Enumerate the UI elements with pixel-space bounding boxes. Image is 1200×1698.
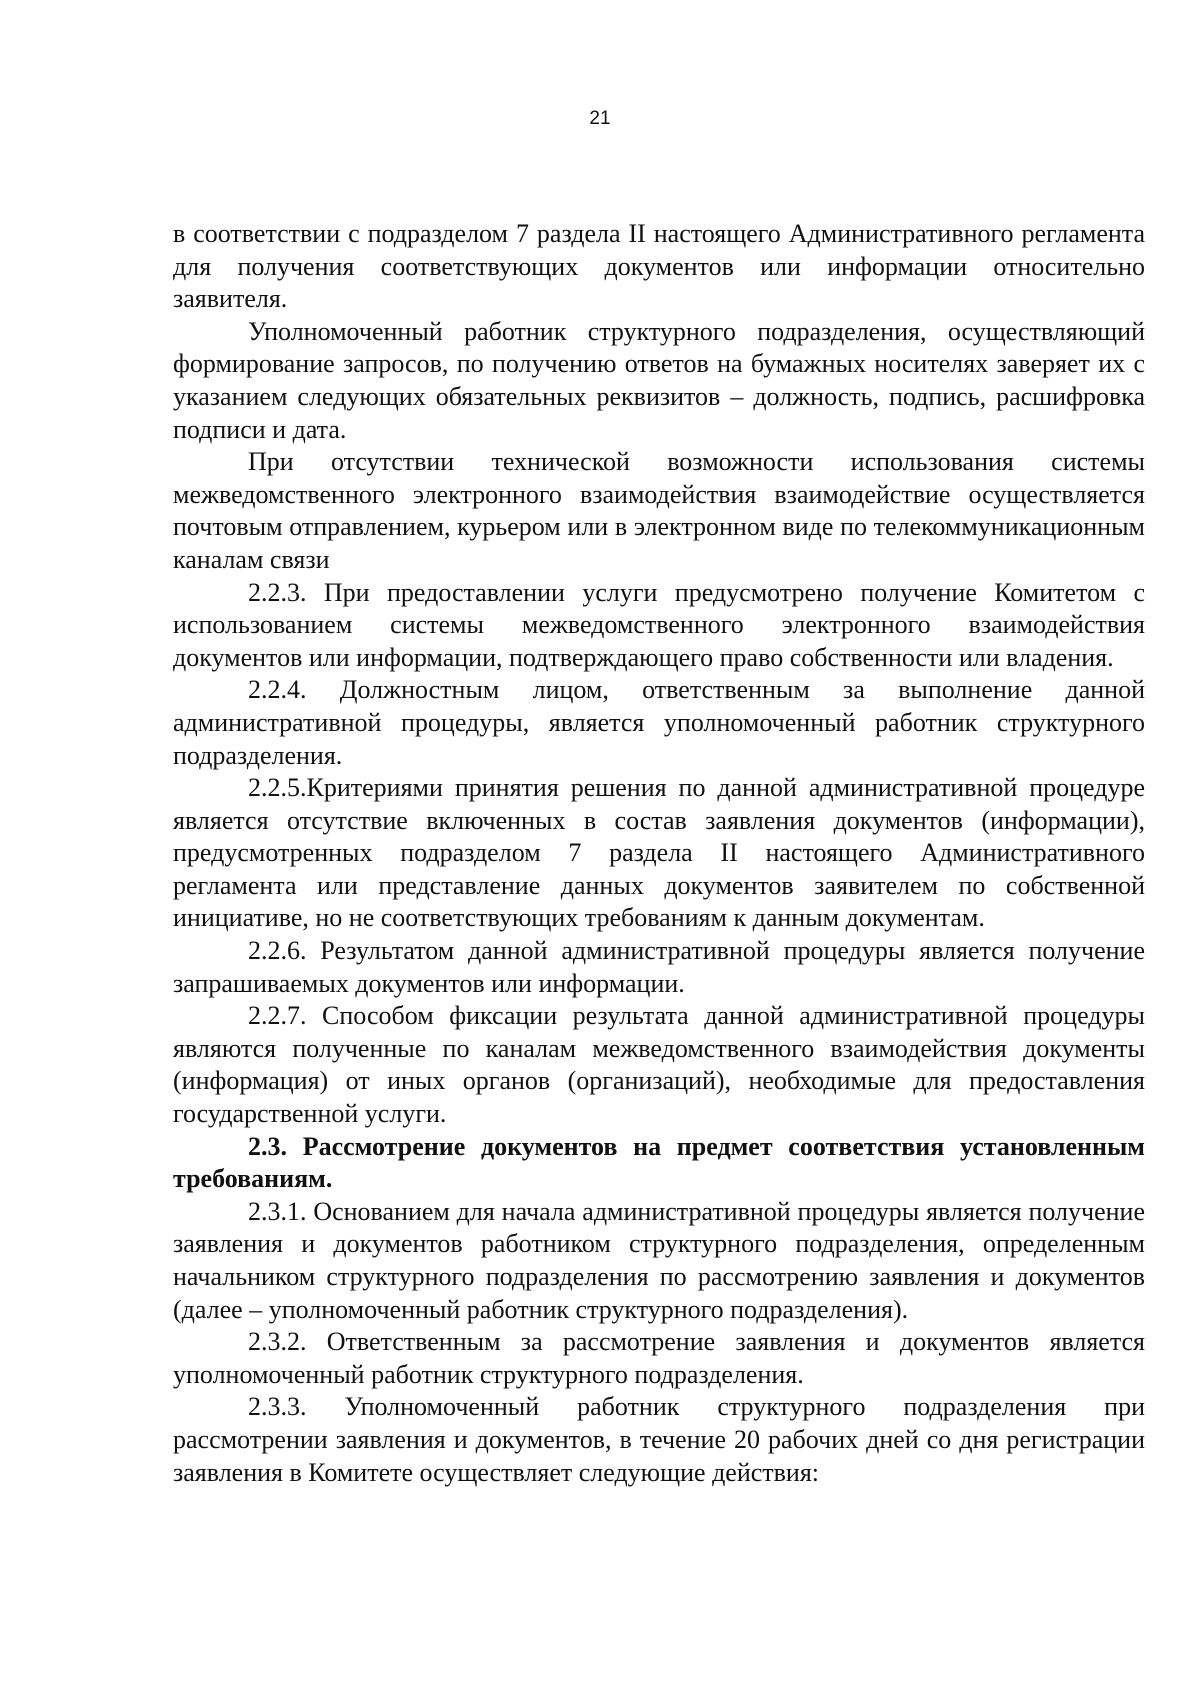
- paragraph-continuation: в соответствии с подразделом 7 раздела II настоящего Административного регламента для получения соответствующих документов или информации относительно заявителя.: [173, 219, 1145, 314]
- paragraph-2-2-6: 2.2.6. Результатом данной административной процедуры является получение запрашиваемых документов или информации.: [173, 936, 1145, 998]
- paragraph-2-2-3: 2.2.3. При предоставлении услуги предусмотрено получение Комитетом с использованием системы межведомственного электронного взаимодействия документов или информации, подтверждающего право собственности или владения.: [173, 577, 1145, 672]
- paragraph-authorized-worker: Уполномоченный работник структурного подразделения, осуществляющий формирование запросов, по получению ответов на бумажных носителях заверяет их с указанием следующих обязательных реквизитов – должность, подпись, расшифровка подписи и дата.: [173, 316, 1145, 444]
- paragraph-2-3-3: 2.3.3. Уполномоченный работник структурного подразделения при рассмотрении заявления и документов, в течение 20 рабочих дней со дня регистрации заявления в Комитете осуществляет следующие действия:: [173, 1392, 1145, 1487]
- paragraph-2-3-2: 2.3.2. Ответственным за рассмотрение заявления и документов является уполномоченный работник структурного подразделения.: [173, 1327, 1145, 1389]
- paragraph-2-2-7: 2.2.7. Способом фиксации результата данной административной процедуры являются полученные по каналам межведомственного взаимодействия документы (информация) от иных органов (организаций), необходимые для предоставления государственной услуги.: [173, 1001, 1145, 1129]
- paragraph-2-3-1: 2.3.1. Основанием для начала административной процедуры является получение заявления и документов работником структурного подразделения, определенным начальником структурного подразделения по рассмотрению заявления и документов (далее – уполномоченный работник структурного подразделения).: [173, 1196, 1145, 1324]
- paragraph-2-2-4: 2.2.4. Должностным лицом, ответственным за выполнение данной административной процедуры, является уполномоченный работник структурного подразделения.: [173, 675, 1145, 770]
- paragraph-2-2-5: 2.2.5.Критериями принятия решения по данной административной процедуре является отсутствие включенных в состав заявления документов (информации), предусмотренных подразделом 7 раздела II настоящего Административного регламента или представление данных документов заявителем по собственной инициативе, но не соответствующих требованиям к данным документам.: [173, 773, 1145, 933]
- page-number: 21: [589, 108, 611, 129]
- document-body: [173, 218, 1145, 1489]
- section-heading-2-3: 2.3. Рассмотрение документов на предмет соответствия установленным требованиям.: [173, 1131, 1145, 1194]
- paragraph-no-technical-possibility: При отсутствии технической возможности использования системы межведомственного электронного взаимодействия взаимодействие осуществляется почтовым отправлением, курьером или в электронном виде по телекоммуникационным каналам связи: [173, 447, 1145, 574]
